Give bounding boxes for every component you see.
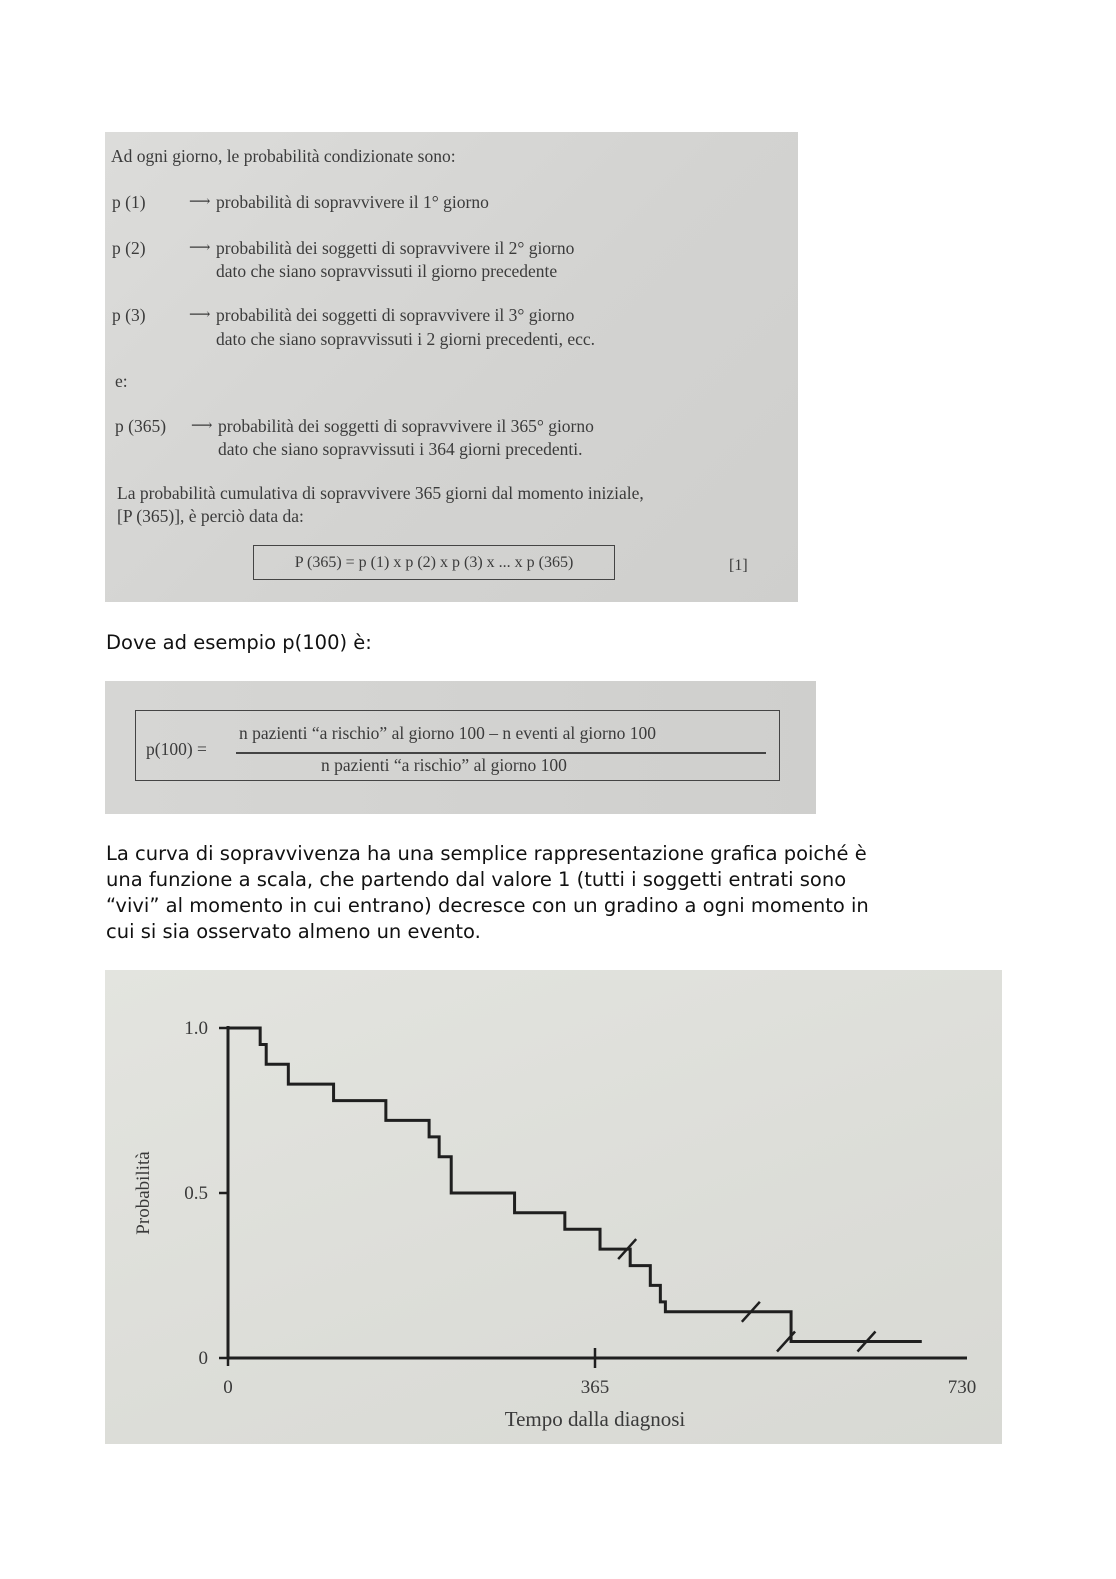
x-axis-label: Tempo dalla diagnosi bbox=[504, 1407, 686, 1431]
x-tick-label: 365 bbox=[580, 1377, 610, 1398]
formula-denominator: n pazienti “a rischio” al giorno 100 bbox=[321, 755, 567, 775]
item-text: probabilità dei soggetti di sopravvivere il 2° giorno bbox=[216, 238, 575, 258]
p100-formula-box bbox=[135, 710, 780, 781]
item-text: probabilità dei soggetti di sopravvivere il 365° giorno bbox=[218, 416, 594, 436]
textbook-excerpt-p100-formula bbox=[105, 681, 816, 814]
survival-chart-svg bbox=[105, 970, 1002, 1444]
item-label-p1: p (1) bbox=[112, 192, 146, 212]
paragraph-line: La curva di sopravvivenza ha una semplice rappresentazione grafica poiché è bbox=[106, 842, 867, 865]
textbook-excerpt-conditional-probabilities bbox=[105, 132, 798, 602]
item-text: dato che siano sopravvissuti i 2 giorni precedenti, ecc. bbox=[216, 329, 596, 349]
and-label: e: bbox=[115, 371, 128, 391]
item-label-p365: p (365) bbox=[115, 416, 167, 436]
arrow-icon: ⟶ bbox=[191, 418, 213, 434]
item-text: probabilità di sopravvivere il 1° giorno bbox=[216, 192, 489, 212]
arrow-icon: ⟶ bbox=[189, 240, 211, 256]
paragraph-survival-curve bbox=[106, 841, 869, 945]
survival-step-line bbox=[228, 1028, 922, 1342]
item-text: dato che siano sopravvissuti il giorno precedente bbox=[216, 261, 558, 281]
cumulative-formula: P (365) = p (1) x p (2) x p (3) x ... x p (365) bbox=[253, 545, 615, 580]
cumulative-text: La probabilità cumulativa di sopravvivere 365 giorni dal momento iniziale, bbox=[117, 483, 644, 503]
x-tick-label: 0 bbox=[223, 1377, 233, 1398]
paragraph-example-intro: Dove ad esempio p(100) è: bbox=[106, 631, 372, 654]
item-label-p2: p (2) bbox=[112, 238, 146, 258]
paragraph-line: cui si sia osservato almeno un evento. bbox=[106, 920, 481, 943]
arrow-icon: ⟶ bbox=[189, 307, 211, 323]
y-tick-label: 0.5 bbox=[184, 1183, 208, 1204]
item-label-p3: p (3) bbox=[112, 305, 146, 325]
item-text: probabilità dei soggetti di sopravvivere il 3° giorno bbox=[216, 305, 575, 325]
survival-curve-chart bbox=[105, 970, 1002, 1444]
fraction-bar bbox=[236, 752, 766, 754]
y-tick-label: 0 bbox=[198, 1348, 208, 1369]
formula-numerator: n pazienti “a rischio” al giorno 100 – n eventi al giorno 100 bbox=[239, 723, 656, 743]
arrow-icon: ⟶ bbox=[189, 194, 211, 210]
paragraph-line: una funzione a scala, che partendo dal valore 1 (tutti i soggetti entrati sono bbox=[106, 868, 847, 891]
cumulative-text: [P (365)], è perciò data da: bbox=[117, 506, 304, 526]
item-text: dato che siano sopravvissuti i 364 giorni precedenti. bbox=[218, 439, 583, 459]
formula-lhs: p(100) = bbox=[146, 739, 207, 759]
y-tick-label: 1.0 bbox=[184, 1018, 208, 1039]
excerpt-intro: Ad ogni giorno, le probabilità condizionate sono: bbox=[111, 146, 456, 166]
x-tick-label: 730 bbox=[947, 1377, 977, 1398]
y-axis-label: Probabilità bbox=[133, 1151, 154, 1235]
equation-number: [1] bbox=[729, 557, 748, 574]
paragraph-line: “vivi” al momento in cui entrano) decresce con un gradino a ogni momento in bbox=[106, 894, 869, 917]
